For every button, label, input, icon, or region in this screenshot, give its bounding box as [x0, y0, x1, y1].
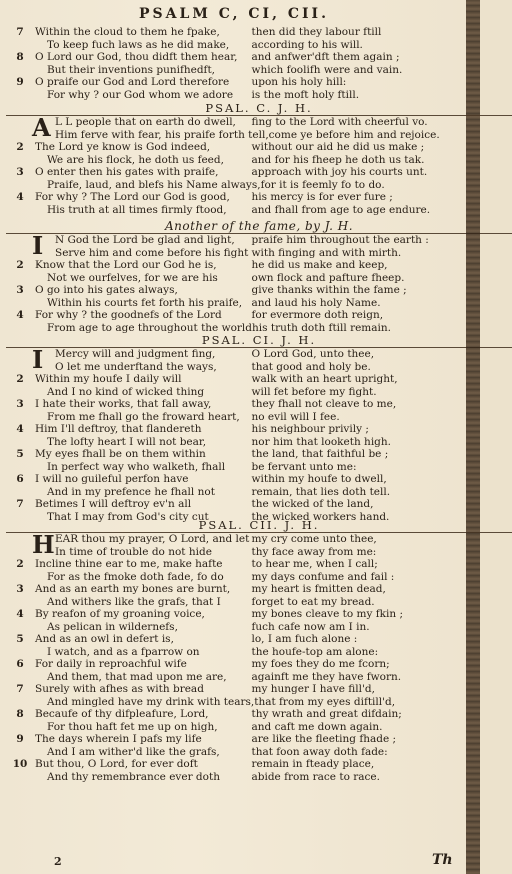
verse-line [5, 448, 468, 461]
verse-number [5, 621, 35, 634]
verse-number: 3 [16, 583, 24, 595]
verse-left-column: O enter then his gates with praife, [35, 166, 219, 178]
verse-left-column: And as an earth my bones are burnt, [35, 583, 231, 595]
verse-number: 6 [16, 473, 24, 485]
verse-line [5, 259, 468, 272]
verse-line [5, 76, 468, 89]
verse-line [5, 473, 468, 486]
verse-right-column: which foolifh were and vain. [251, 63, 403, 76]
verse-number [5, 596, 35, 609]
verse-left-column: The lofty heart I will not bear, [47, 435, 207, 448]
verse-right-column: thy face away from me: [251, 545, 377, 558]
psalm-ci-section [16, 333, 468, 523]
verse-line [5, 191, 468, 204]
verse-right-column: the wicked workers hand. [251, 510, 390, 523]
verse-left-column: O Lord our God, thou didft them hear, [35, 51, 238, 63]
verse-number [5, 154, 35, 167]
verse-left-column: And I no kind of wicked thing [47, 385, 205, 398]
verse-right-column: are like the fleeting fhade ; [251, 733, 397, 745]
verse-line [5, 696, 468, 709]
verse-right-column: my cry come unto thee, [251, 533, 377, 545]
verse-right-column: my heart is fmitten dead, [251, 583, 386, 595]
verse-right-column: be fervant unto me: [251, 460, 357, 473]
verse-line [5, 771, 468, 784]
verse-number: 4 [16, 309, 24, 321]
verse-left-column: Surely with afhes as with bread [35, 683, 204, 695]
verse-line [5, 583, 468, 596]
psalm-cii-section [12, 518, 468, 783]
verse-left-column: The days wherein I pafs my life [35, 733, 202, 745]
verse-left-column [35, 546, 252, 559]
verse-number [5, 671, 35, 684]
verse-number: 3 [16, 284, 24, 296]
verse-number [5, 39, 35, 52]
verse-text: EAR thou my prayer, O Lord, and let [55, 533, 250, 545]
verse-number [5, 361, 35, 374]
verse-right-column: fing to the Lord with cheerful vo. [251, 116, 428, 128]
verse-text: In time of trouble do not hide [55, 545, 212, 558]
verse-line [5, 646, 468, 659]
verse-line [5, 166, 468, 179]
verse-right-column: abide from race to race. [251, 770, 380, 783]
section-heading: PSAL. CI. J. H. [201, 333, 317, 347]
verse-right-column: own flock and pafture fheep. [251, 271, 405, 284]
verse-right-column: my days confume and fail : [251, 570, 395, 583]
verse-line [5, 596, 468, 609]
verse-line [5, 154, 468, 167]
verse-left-column: I will no guileful perfon have [35, 473, 189, 485]
verse-number: 6 [16, 658, 24, 670]
verse-right-column: his truth doth ftill remain. [252, 321, 391, 334]
verse-left-column: By reafon of my groaning voice, [35, 608, 205, 620]
verse-number: 2 [16, 558, 24, 570]
section-heading: Another of the fame, by J. H. [164, 219, 354, 233]
verse-right-column: forget to eat my bread. [251, 595, 375, 608]
verse-right-column: for evermore doth reign, [251, 309, 384, 321]
verse-line [5, 721, 468, 734]
verse-left-column: For why ? the goodnefs of the Lord [35, 309, 222, 321]
verse-number [5, 646, 35, 659]
verse-text: N God the Lord be glad and light, [55, 234, 235, 246]
verse-left-column: From age to age throughout the world [47, 321, 253, 334]
verse-line [5, 398, 468, 411]
verse-number [5, 297, 35, 310]
verse-line [5, 733, 468, 746]
verse-left-column: And withers like the grafs, that I [47, 595, 221, 608]
verse-line [5, 423, 468, 436]
verse-right-column: againft me they have fworn. [251, 670, 402, 683]
section-heading: PSAL. CII. J. H. [198, 518, 320, 532]
verse-number [5, 322, 35, 335]
verse-left-column: Within my houfe I daily will [35, 373, 182, 385]
verse-right-column: O Lord God, unto thee, [251, 348, 375, 360]
verse-number [5, 179, 35, 192]
verse-text: L L people that on earth do dwell, [55, 116, 236, 128]
verse-right-column: the land, that faithful be ; [251, 448, 389, 460]
verse-left-column: Becaufe of thy difpleafure, Lord, [35, 708, 209, 720]
verse-left-column: And I am wither'd like the grafs, [47, 745, 220, 758]
verse-number: 10 [12, 758, 28, 770]
verse-left-column: To keep fuch laws as he did make, [47, 38, 230, 51]
verse-number [5, 721, 35, 734]
verse-line [5, 64, 468, 77]
verse-right-column: with finging and with mirth. [251, 246, 402, 259]
verse-right-column: his mercy is for ever fure ; [251, 191, 393, 203]
verse-left-column: Within the cloud to them he fpake, [35, 26, 220, 38]
verse-left-column: Betimes I will deftroy ev'n all [35, 498, 192, 510]
verse-left-column: And them, that mad upon me are, [47, 670, 227, 683]
verse-right-column: he did us make and keep, [251, 259, 388, 271]
verse-number: 7 [16, 26, 24, 38]
section-heading: PSAL. C. J. H. [205, 101, 313, 115]
verse-number: 7 [16, 683, 24, 695]
verse-text: Serve him and come before his fight [55, 246, 249, 259]
verse-line [5, 373, 468, 386]
verse-left-column: Incline thine ear to me, make hafte [35, 558, 223, 570]
verse-right-column: is the moft holy ftill. [251, 88, 360, 101]
verse-number: 2 [16, 373, 24, 385]
verse-line [5, 546, 468, 559]
page-edge [466, 0, 480, 874]
verse-line [5, 658, 468, 671]
verse-line [5, 758, 468, 771]
verse-left-column: For as the fmoke doth fade, fo do [47, 570, 224, 583]
verse-right-column: give thanks within the fame ; [251, 284, 407, 296]
verse-left-column: And mingled have my drink with tears, [47, 695, 255, 708]
verse-number: 3 [16, 398, 24, 410]
verse-number: 8 [16, 708, 24, 720]
verse-number [5, 64, 35, 77]
verse-line [5, 708, 468, 721]
verse-left-column: The Lord ye know is God indeed, [35, 141, 211, 153]
verse-left-column: For why ? The Lord our God is good, [35, 191, 230, 203]
verse-number: 2 [16, 141, 24, 153]
verse-right-column: and for his fheep he doth us tak. [251, 153, 425, 166]
verse-left-column: I watch, and as a fparrow on [47, 645, 200, 658]
verse-line [5, 39, 468, 52]
running-head: PSALM C, CI, CII. [139, 6, 329, 22]
verse-right-column: no evil will I fee. [251, 410, 340, 423]
psalm-c-continuation [16, 26, 468, 101]
verse-number: 5 [16, 633, 24, 645]
verse-line [5, 386, 468, 399]
verse-left-column: And in my prefence he fhall not [47, 485, 215, 498]
verse-number: 4 [16, 423, 24, 435]
verse-line [5, 26, 468, 39]
verse-number: 2 [16, 259, 24, 271]
drop-capital: H [32, 530, 55, 559]
verse-line [5, 486, 468, 499]
verse-line [5, 633, 468, 646]
verse-line [5, 683, 468, 696]
verse-number [5, 204, 35, 217]
verse-number: 3 [16, 166, 24, 178]
another-of-the-same-section [16, 219, 468, 334]
verse-line [5, 361, 468, 374]
verse-left-column: Within his courts fet forth his praife, [47, 296, 243, 309]
verse-left-column: As pelican in wildernefs, [47, 620, 178, 633]
verse-left-column: Not we ourfelves, for we are his [47, 271, 218, 284]
verse-number [5, 771, 35, 784]
verse-number: 8 [16, 51, 24, 63]
verse-line [5, 89, 468, 102]
verse-number [5, 486, 35, 499]
verse-number [5, 129, 35, 142]
verse-right-column: upon his holy hill: [251, 76, 347, 88]
verse-left-column: From me fhall go the froward heart, [47, 410, 240, 423]
verse-line [5, 129, 468, 142]
verse-line [5, 247, 468, 260]
psalm-c-section [16, 101, 468, 216]
verse-left-column: For why ? our God whom we adore [47, 88, 234, 101]
verse-left-column [35, 361, 252, 374]
verse-number [5, 696, 35, 709]
verse-right-column: that good and holy be. [251, 360, 371, 373]
verse-left-column: For thou haft fet me up on high, [47, 720, 218, 733]
verse-line [5, 621, 468, 634]
verse-number [5, 348, 35, 361]
verse-number: 9 [16, 76, 24, 88]
verse-line [5, 461, 468, 474]
verse-left-column: O go into his gates always, [35, 284, 178, 296]
verse-line [5, 309, 468, 322]
verse-line [5, 558, 468, 571]
verse-right-column: praife him throughout the earth : [251, 234, 429, 246]
verse-text: O let me underftand the ways, [55, 360, 217, 373]
verse-left-column: Know that the Lord our God he is, [35, 259, 217, 271]
verse-line [5, 204, 468, 217]
verse-left-column: Him I'll deftroy, that flandereth [35, 423, 202, 435]
catchword: Th [432, 852, 453, 868]
verse-right-column: to hear me, when I call; [251, 558, 378, 570]
drop-capital: I [32, 231, 44, 260]
verse-line [5, 141, 468, 154]
verse-right-column: my hunger I have fill'd, [251, 683, 375, 695]
verse-number [5, 746, 35, 759]
verse-number [5, 571, 35, 584]
verse-right-column: remain, that lies doth tell. [251, 485, 391, 498]
verse-right-column: and caft me down again. [251, 720, 383, 733]
verse-right-column: fuch cafe now am I in. [251, 620, 370, 633]
verse-number [5, 386, 35, 399]
verse-text: Mercy will and judgment fing, [55, 348, 216, 360]
verse-line [5, 608, 468, 621]
verse-number [5, 247, 35, 260]
verse-right-column: and fhall from age to age endure. [251, 203, 431, 216]
verse-number [5, 234, 35, 247]
verse-line [5, 411, 468, 424]
verse-number [5, 533, 35, 546]
verse-number: 7 [16, 498, 24, 510]
verse-right-column: for it is feemly fo to do. [260, 178, 385, 191]
verse-left-column: That I may from God's city cut [47, 510, 209, 523]
verse-right-column: thy wrath and great difdain; [251, 708, 402, 720]
verse-right-column: and laud his holy Name. [251, 296, 381, 309]
verse-line [5, 746, 468, 759]
verse-number [5, 411, 35, 424]
verse-right-column: according to his will. [251, 38, 363, 51]
verse-right-column: the wicked of the land, [251, 498, 374, 510]
verse-right-column: within my houfe to dwell, [251, 473, 387, 485]
verse-right-column: then did they labour ftill [251, 26, 382, 38]
verse-number [5, 436, 35, 449]
verse-line [5, 51, 468, 64]
verse-right-column: approach with joy his courts unt. [251, 166, 428, 178]
verse-number [5, 89, 35, 102]
verse-right-column: my foes they do me fcorn; [251, 658, 390, 670]
verse-right-column: nor him that looketh high. [251, 435, 391, 448]
verse-number [5, 546, 35, 559]
verse-right-column: and anfwer'dft them again ; [251, 51, 400, 63]
verse-number: 4 [16, 191, 24, 203]
verse-number: 9 [16, 733, 24, 745]
verse-line [5, 436, 468, 449]
verse-right-column: lo, I am fuch alone : [251, 633, 358, 645]
verse-left-column: And thy remembrance ever doth [47, 770, 220, 783]
verse-left-column: I hate their works, that fall away, [35, 398, 212, 410]
verse-number [5, 272, 35, 285]
verse-left-column: But thou, O Lord, for ever doft [35, 758, 198, 770]
verse-right-column: that foon away doth fade: [251, 745, 388, 758]
verse-left-column: But their inventions punifhedft, [47, 63, 215, 76]
verse-line [5, 284, 468, 297]
verse-right-column: remain in fteady place, [251, 758, 375, 770]
verse-number: 4 [16, 608, 24, 620]
verse-line [5, 671, 468, 684]
verse-right-column: his neighbour privily ; [251, 423, 369, 435]
verse-left-column [35, 129, 269, 142]
verse-right-column: the houfe-top am alone: [251, 645, 379, 658]
verse-line [5, 571, 468, 584]
verse-right-column: come ye before him and rejoice. [268, 128, 440, 141]
verse-left-column: His truth at all times firmly ftood, [47, 203, 227, 216]
drop-capital: A [32, 113, 51, 142]
verse-left-column [35, 247, 252, 260]
verse-right-column: walk with an heart upright, [251, 373, 398, 385]
verse-number [5, 511, 35, 524]
verse-line [5, 498, 468, 511]
verse-right-column: my bones cleave to my fkin ; [251, 608, 404, 620]
verse-left-column: For daily in reproachful wife [35, 658, 187, 670]
verse-left-column: We are his flock, he doth us feed, [47, 153, 224, 166]
verse-number: 5 [16, 448, 24, 460]
verse-right-column: without our aid he did us make ; [251, 141, 425, 153]
verse-left-column: Praife, laud, and blefs his Name always, [47, 178, 261, 191]
verse-number [5, 461, 35, 474]
verse-left-column: O praife our God and Lord therefore [35, 76, 230, 88]
verse-right-column: will fet before my fight. [251, 385, 377, 398]
verse-left-column: And as an owl in defert is, [35, 633, 174, 645]
verse-line [5, 297, 468, 310]
verse-right-column: that from my eyes diftill'd, [254, 695, 396, 708]
verse-line [5, 179, 468, 192]
verse-line [5, 272, 468, 285]
drop-capital: I [32, 345, 44, 374]
verse-left-column: In perfect way who walketh, fhall [47, 460, 226, 473]
verse-left-column: My eyes fhall be on them within [35, 448, 206, 460]
page-number: 2 [54, 855, 62, 868]
verse-number [5, 116, 35, 129]
verse-right-column: they fhall not cleave to me, [251, 398, 397, 410]
verse-text: Him ferve with fear, his praife forth tell, [55, 128, 269, 141]
